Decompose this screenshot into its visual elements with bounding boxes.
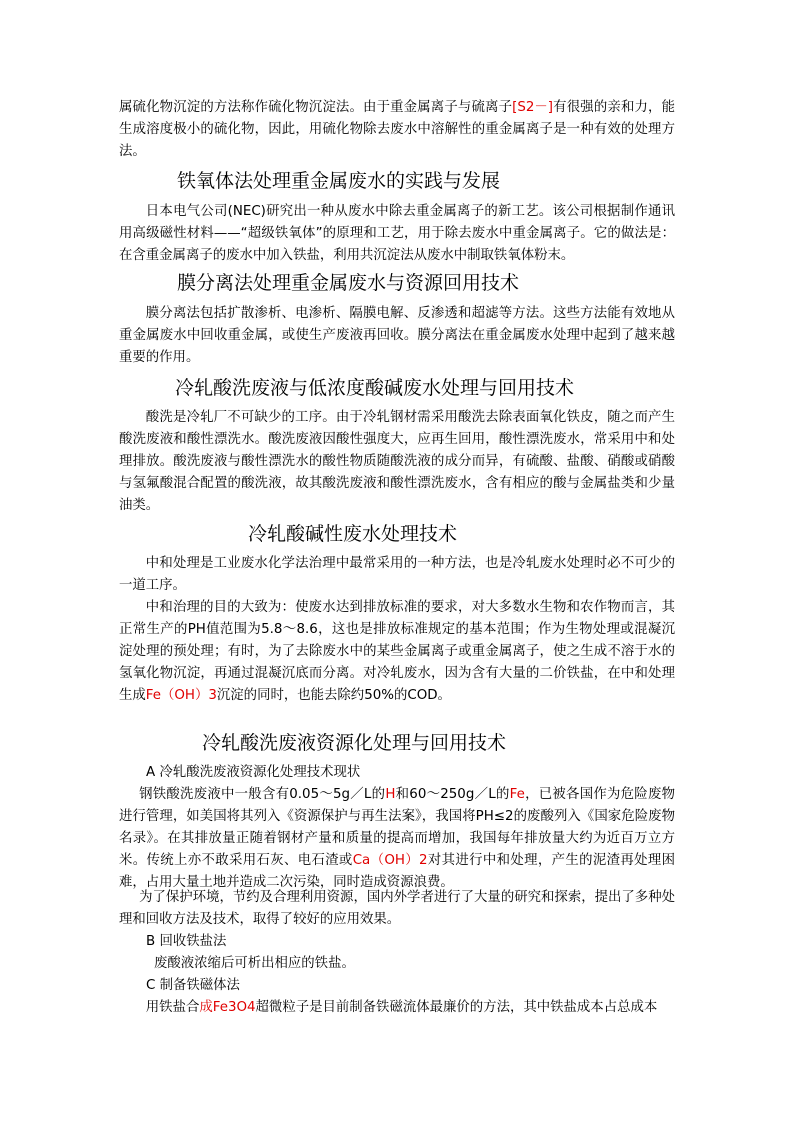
resource-paragraph-4 (119, 997, 675, 1019)
sulfide-ion-text: [S2－] (512, 100, 553, 115)
resource-text-e: 用铁盐合 (145, 1000, 200, 1015)
alkali-paragraph-1: 中和处理是工业废水化学法治理中最常采用的一种方法，也是冷轧废水处理时必不可少的一道工序。 (119, 556, 675, 593)
heading-resource: 冷轧酸洗废液资源化处理与回用技术 (202, 732, 507, 754)
pickling-paragraph: 酸洗是冷轧厂不可缺少的工序。由于冷轧钢材需采用酸洗去除表面氧化铁皮，随之而产生酸洗废液和酸性漂洗水。酸洗废液因酸性强度大，应再生回用，酸性漂洗废水，常采用中和处理排放。酸洗废液与酸性漂洗水的酸性物质随酸洗液的成分而异，有硫酸、盐酸、硝酸或硝酸与氢氟酸混合配置的酸洗液，故其酸洗废液和酸性漂洗废水，含有相应的酸与金属盐类和少量油类。 (119, 410, 675, 513)
alkali-text-a: 中和治理的目的大致为：使废水达到排放标准的要求，对大多数水生物和农作物而言，其正常生产的PH值范围为5.8～8.6，这也是排放标准规定的基本范围；作为生物处理或混凝沉淀处理的预处理；有时，为了去除废水中的某些金属离子或重金属离子，使之生成不溶于水的氢氧化物沉淀，再通过混凝沉底而分离。对冷轧废水，因为含有大量的二价铁盐，在中和处理生成 (119, 600, 675, 703)
resource-paragraph-3: 废酸液浓缩后可析出相应的铁盐。 (154, 956, 355, 971)
iron-text: Fe (509, 787, 525, 802)
resource-text-b: 和60～250g／L的 (395, 787, 510, 802)
fe-oh3-text: Fe（OH）3 (145, 688, 217, 703)
resource-text-a: 钢铁酸洗废液中一般含有0.05～5g／L的 (139, 787, 386, 802)
heading-membrane: 膜分离法处理重金属废水与资源回用技术 (177, 272, 520, 294)
membrane-paragraph: 膜分离法包括扩散渗析、电渗析、隔膜电解、反渗透和超滤等方法。这些方法能有效地从重金属废水中回收重金属，或使生产废液再回收。膜分离法在重金属废水处理中起到了越来越重要的作用。 (119, 306, 675, 365)
alkali-paragraph-2 (119, 597, 675, 707)
resource-text-d: 对其进行中和处理，产生的泥渣再处理困难，占用大量土地并造成二次污染，同时造成资源浪费。 (119, 853, 676, 890)
resource-text-c: ，已被各国作为危险废物进行管理，如美国将其列入《资源保护与再生法案》，我国将PH≤2的废酸列入《国家危险废物名录》。在其排放量正随着钢材产量和质量的提高而增加，我国每年排放量大约为近百万立方米。传统上亦不敢采用石灰、电石渣或 (119, 787, 676, 868)
intro-paragraph (119, 97, 675, 163)
heading-pickling: 冷轧酸洗废液与低浓度酸碱废水处理与回用技术 (175, 377, 575, 399)
resource-paragraph-1 (119, 784, 675, 894)
alkali-text-b: 沉淀的同时，也能去除约50%的COD。 (216, 688, 451, 703)
hydrogen-text: H (385, 787, 396, 802)
heading-alkali: 冷轧酸碱性废水处理技术 (248, 523, 458, 545)
subheading-b: B 回收铁盐法 (146, 934, 227, 949)
intro-text-b: 有很强的亲和力，能生成溶度极小的硫化物，因此，用硫化物除去废水中溶解性的重金属离子是一种有效的处理方法。 (119, 100, 676, 159)
ferrite-paragraph: 日本电气公司(NEC)研究出一种从废水中除去重金属离子的新工艺。该公司根据制作通讯用高级磁性材料——“超级铁氧体”的原理和工艺，用于除去废水中重金属离子。它的做法是：在含重金属离子的废水中加入铁盐，利用共沉淀法从废水中制取铁氧体粉末。 (119, 204, 675, 263)
fe3o4-text: 成Fe3O4 (199, 1000, 256, 1015)
intro-text-a: 属硫化物沉淀的方法称作硫化物沉淀法。由于重金属离子与硫离子 (119, 100, 513, 115)
subheading-c: C 制备铁磁体法 (146, 978, 240, 993)
subheading-a: A 冷轧酸洗废液资源化处理技术现状 (146, 765, 361, 780)
ca-oh2-text: Ca（OH）2 (352, 853, 428, 868)
resource-paragraph-2: 为了保护环境，节约及合理利用资源，国内外学者进行了大量的研究和探索，提出了多种处理和回收方法及技术，取得了较好的应用效果。 (119, 890, 675, 927)
heading-ferrite: 铁氧体法处理重金属废水的实践与发展 (177, 170, 501, 192)
resource-text-f: 超微粒子是目前制备铁磁流体最廉价的方法，其中铁盐成本占总成本 (255, 1000, 658, 1015)
